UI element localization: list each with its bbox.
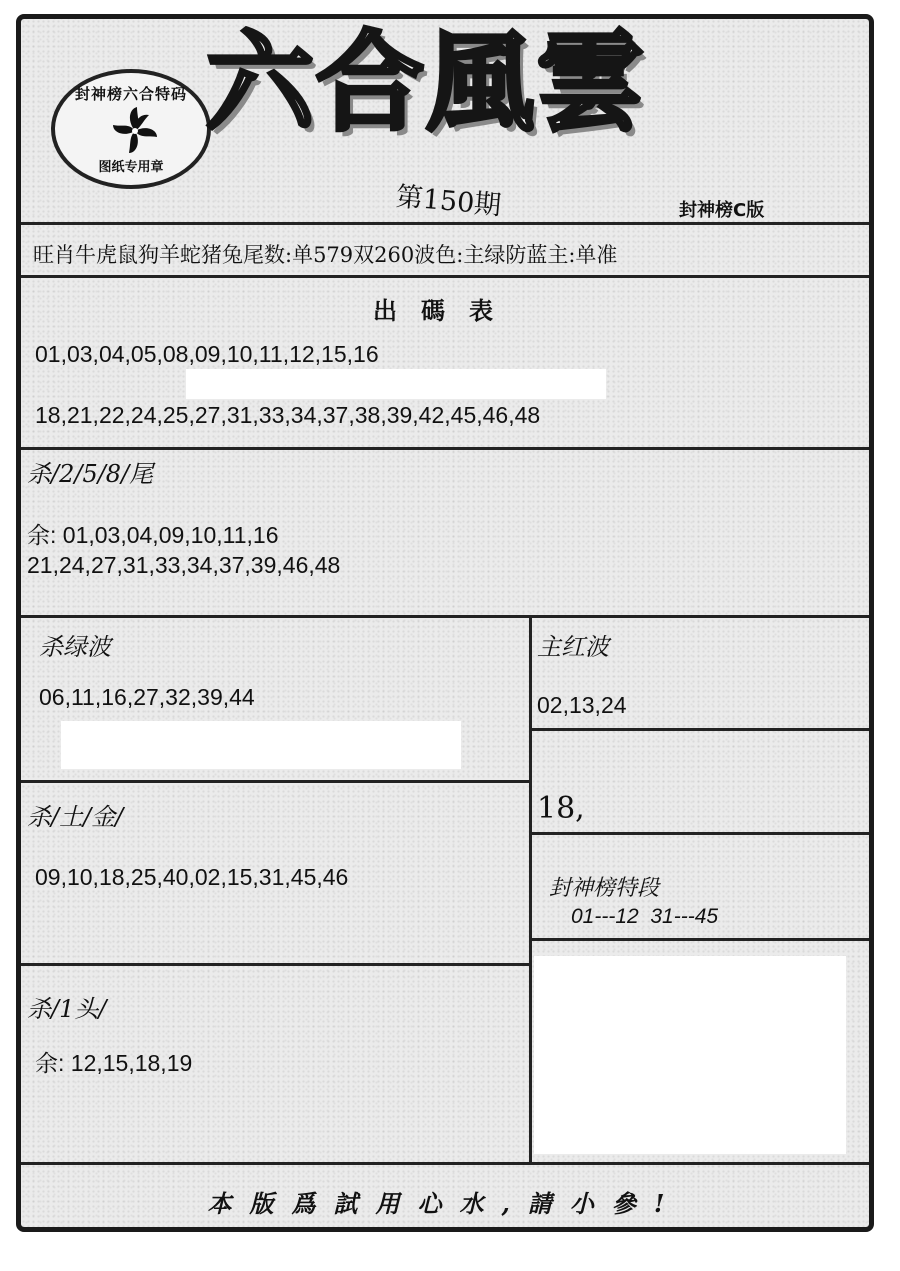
kill-head-heading: 杀/1头/ xyxy=(27,995,107,1023)
column-divider xyxy=(529,615,532,1162)
seal-text-bottom: 图纸专用章 xyxy=(98,160,164,175)
kill-tail-remain-2: 21,24,27,31,33,34,37,39,46,48 xyxy=(27,552,341,578)
issue-number: 第150期 xyxy=(394,181,503,222)
blank-patch xyxy=(534,956,846,1154)
special-segment-ranges: 01---12 31---45 xyxy=(571,905,719,928)
divider xyxy=(529,728,869,731)
divider xyxy=(21,275,869,278)
code-table-row-1: 01,03,04,05,08,09,10,11,12,15,16 xyxy=(35,341,379,367)
main-red-numbers: 02,13,24 xyxy=(537,692,627,718)
bauhinia-flower-icon xyxy=(107,103,163,159)
edition-label: 封神榜C版 xyxy=(679,200,765,221)
divider xyxy=(21,615,869,618)
masthead-title: 六合風雲 xyxy=(206,20,647,146)
special-segment-heading: 封神榜特段 xyxy=(549,876,660,901)
footer-note: 本版爲試用心水,請小參! xyxy=(207,1189,683,1218)
divider xyxy=(21,447,869,450)
blank-patch xyxy=(186,369,606,399)
single-pick: 18, xyxy=(537,791,585,826)
kill-head-remain: 余: 12,15,18,19 xyxy=(35,1050,193,1076)
divider xyxy=(21,222,869,225)
divider xyxy=(529,938,869,941)
kill-tail-heading: 杀/2/5/8/尾 xyxy=(27,460,154,488)
kill-earth-gold-heading: 杀/土/金/ xyxy=(27,803,124,831)
newsletter-sheet xyxy=(16,14,874,1232)
kill-green-heading: 杀绿波 xyxy=(39,633,111,661)
main-red-heading: 主红波 xyxy=(537,633,609,661)
divider xyxy=(21,780,531,783)
zodiac-line: 旺肖牛虎鼠狗羊蛇猪兔尾数:单579双260波色:主绿防蓝主:单准 xyxy=(33,243,618,267)
kill-earth-gold-numbers: 09,10,18,25,40,02,15,31,45,46 xyxy=(35,864,349,890)
blank-patch xyxy=(61,721,461,769)
code-table-row-2: 18,21,22,24,25,27,31,33,34,37,38,39,42,45,46,48 xyxy=(35,402,541,428)
divider xyxy=(21,963,531,966)
divider xyxy=(529,832,869,835)
seal-text-top: 封神榜六合特码 xyxy=(74,85,187,103)
official-seal xyxy=(51,69,211,189)
divider xyxy=(21,1162,869,1165)
kill-tail-remain-1: 余: 01,03,04,09,10,11,16 xyxy=(27,522,279,548)
code-table-title: 出碼表 xyxy=(373,296,517,325)
kill-green-numbers: 06,11,16,27,32,39,44 xyxy=(39,684,255,710)
